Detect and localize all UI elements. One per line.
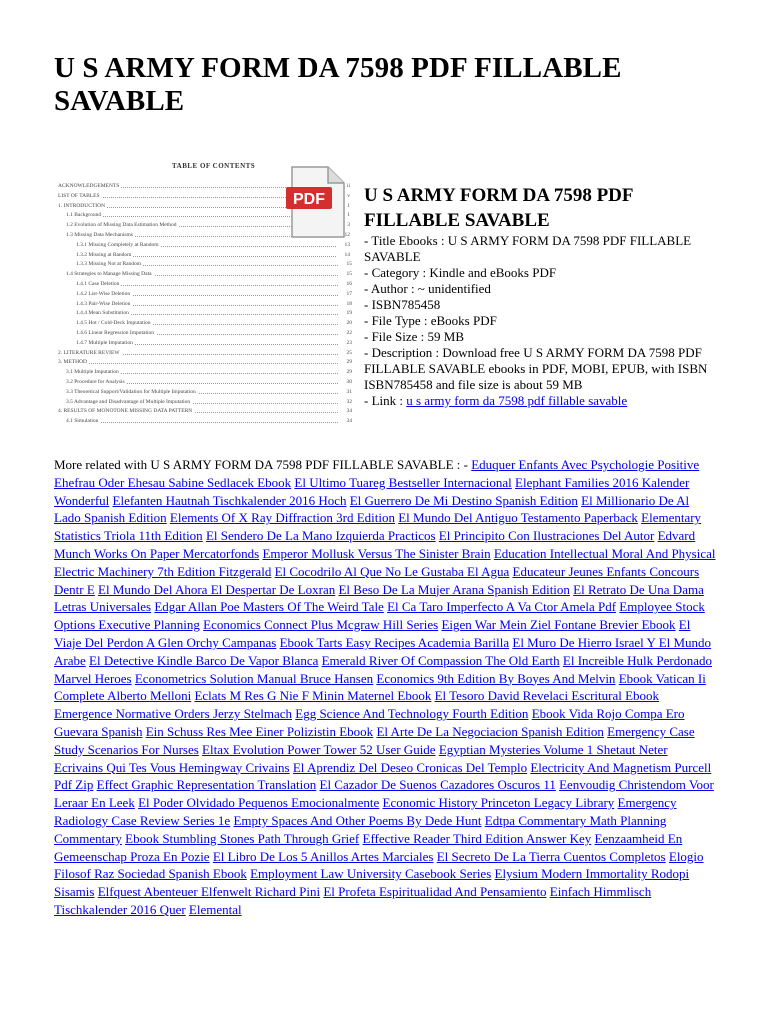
pdf-file-icon bbox=[284, 165, 348, 239]
related-link[interactable]: Ebook Vida Rojo Compa Ero Guevara Spanish bbox=[54, 706, 685, 739]
toc-entry-page: 22 bbox=[346, 330, 352, 336]
related-link[interactable]: Eenzaamheid En Gemeenschap Proza En Pozie bbox=[54, 830, 683, 864]
related-link[interactable]: Education Intellectual Moral And Physical bbox=[493, 545, 716, 561]
related-link[interactable]: El Ca Taro Imperfecto A Va Ctor Amela Pdf bbox=[387, 599, 617, 615]
toc-entry bbox=[76, 340, 352, 347]
related-intro: More related with U S ARMY FORM DA 7598 PDF FILLABLE SAVABLE : - bbox=[54, 457, 472, 472]
toc-entry-text: ACKNOWLEDGEMENTS bbox=[58, 183, 120, 189]
toc-entry-text: 1.4.1 Case Deletion bbox=[76, 281, 120, 287]
toc-entry-text: 3.5 Advantage and Disadvantage of Multiple Imputation bbox=[66, 398, 191, 405]
related-link[interactable]: Effective Reader Third Edition Answer Key bbox=[362, 830, 592, 846]
related-link[interactable]: Elephant Families 2016 Kalender Wonderful bbox=[54, 474, 690, 508]
related-link[interactable]: El Secreto De La Tierra Cuentos Completos bbox=[436, 848, 666, 864]
toc-entry-text: 3.1 Multiple Imputation bbox=[66, 369, 119, 376]
related-link[interactable]: Ecrivains Qui Tes Vous Hemingway Crivains bbox=[54, 759, 290, 775]
toc-entry bbox=[76, 252, 350, 259]
toc-entry-text: 3.2 Procedure for Analysis bbox=[66, 379, 125, 385]
related-link[interactable]: El Detective Kindle Barco De Vapor Blanca bbox=[89, 652, 319, 668]
related-link[interactable]: Employee Stock Options Executive Planning bbox=[54, 599, 705, 633]
toc-entry-page: 25 bbox=[346, 349, 352, 356]
toc-entry-page: 12 bbox=[344, 232, 350, 238]
toc-entry-text: 1.4.6 Linear Regression Imputation bbox=[76, 330, 155, 336]
toc-entry-page: 16 bbox=[346, 281, 352, 287]
related-link[interactable]: Edvard Munch Works On Paper Mercatorfonds bbox=[54, 528, 696, 561]
related-link[interactable]: El Sendero De La Mano Izquierda Practicos bbox=[205, 528, 436, 544]
toc-entry-page: 20 bbox=[346, 320, 352, 327]
toc-entry-page: 3 bbox=[347, 222, 350, 229]
book-link-prefix: - Link : bbox=[364, 393, 407, 408]
book-author-line: - Author : ~ unidentified bbox=[364, 281, 491, 296]
related-link[interactable]: Edgar Allan Poe Masters Of The Weird Tale bbox=[154, 599, 384, 615]
related-link[interactable]: El Guerrero De Mi Destino Spanish Edition bbox=[349, 492, 578, 508]
toc-entry-text: 1.4.3 Pair-Wise Deletion bbox=[76, 300, 131, 307]
related-link[interactable]: Elementary Statistics Triola 11th Edition bbox=[54, 510, 702, 544]
related-link[interactable]: El Cazador De Suenos Cazadores Oscuros 11 bbox=[319, 777, 556, 793]
related-link[interactable]: El Muro De Hierro Israel Y El Mundo Arabe bbox=[54, 634, 712, 668]
related-link[interactable]: El Beso De La Mujer Arana Spanish Edition bbox=[338, 581, 570, 597]
related-link[interactable]: El Mundo Del Antiguo Testamento Paperback bbox=[398, 510, 638, 526]
book-title-line: - Title Ebooks : U S ARMY FORM DA 7598 PDF FILLABLE SAVABLE bbox=[364, 233, 692, 264]
toc-entry-text: 1.3.1 Missing Completely at Random bbox=[76, 241, 159, 248]
related-link[interactable]: Ebook Tarts Easy Recipes Academia Barilla bbox=[279, 634, 510, 650]
toc-entry-text: 3. METHOD bbox=[58, 359, 88, 366]
toc-entry-text: 1.4.2 List-Wise Deletion bbox=[76, 290, 131, 297]
toc-entry-page: 23 bbox=[346, 339, 352, 346]
book-description-line: - Description : Download free U S ARMY FORM DA 7598 PDF FILLABLE SAVABLE ebooks in PDF, MOBI, EPUB, with ISBN ISBN785458 and file size is about 59 MB bbox=[364, 345, 708, 392]
related-link[interactable]: El Poder Olvidado Pequenos Emocionalmente bbox=[138, 795, 380, 811]
toc-heading: TABLE OF CONTENTS bbox=[172, 162, 256, 170]
related-link[interactable]: Educateur Jeunes Enfants Concours Dentr E bbox=[54, 563, 700, 597]
toc-entry bbox=[76, 310, 352, 317]
book-info bbox=[364, 183, 724, 409]
toc-entry-page: 18 bbox=[346, 300, 352, 307]
toc-entry bbox=[76, 291, 352, 298]
toc-entry-text: 1.1 Background bbox=[66, 212, 102, 219]
related-link[interactable]: Employment Law University Casebook Series bbox=[250, 866, 492, 882]
toc-entry-page: v bbox=[347, 192, 350, 199]
toc-entry-text: 2. LITERATURE REVIEW bbox=[58, 349, 120, 356]
cover-image bbox=[54, 157, 360, 433]
related-link[interactable]: Egyptian Mysteries Volume 1 Shetaut Neter bbox=[438, 741, 668, 757]
related-link[interactable]: El Retrato De Una Dama Letras Universales bbox=[54, 581, 704, 615]
related-link[interactable]: El Increible Hulk Perdonado Marvel Heroes bbox=[54, 652, 712, 686]
related-link[interactable]: Ehefrau Oder Ehesau Sabine Sedlacek Ebook bbox=[54, 474, 292, 490]
related-link[interactable]: Einfach Himmlisch Tischkalender 2016 Quer bbox=[54, 884, 652, 917]
toc-entry bbox=[76, 242, 350, 249]
related-link[interactable]: Elogio Filosof Raz Sociedad Spanish Ebook bbox=[54, 848, 704, 882]
related-link[interactable]: El Libro De Los 5 Anillos Artes Marciales bbox=[212, 848, 434, 864]
related-link[interactable]: Emergency Radiology Case Review Series 1e bbox=[54, 795, 677, 828]
toc-entry bbox=[66, 271, 352, 278]
book-heading: U S ARMY FORM DA 7598 PDF FILLABLE SAVABLE bbox=[364, 185, 633, 231]
related-link[interactable]: Emperor Mollusk Versus The Sinister Brain bbox=[262, 545, 491, 561]
toc-entry bbox=[66, 369, 352, 376]
toc-entry-page: 17 bbox=[346, 290, 352, 297]
toc-entry bbox=[76, 330, 352, 337]
related-link[interactable]: Empty Spaces And Other Poems By Dede Hunt bbox=[233, 812, 482, 828]
toc-entry-text: LIST OF TABLES bbox=[58, 192, 100, 199]
toc-entry-page: 1 bbox=[347, 202, 350, 209]
related-link[interactable]: Eclats M Res G Nie F Minin Maternel Ebook bbox=[194, 688, 432, 704]
toc-entry-text: 1.4 Strategies to Manage Missing Data bbox=[66, 271, 152, 278]
related-link[interactable]: Economics Connect Plus Mcgraw Hill Series bbox=[203, 617, 439, 633]
related-link[interactable]: Ebook Vatican Ii Complete Alberto Melloni bbox=[54, 670, 706, 704]
related-link[interactable]: Elements Of X Ray Diffraction 3rd Edition bbox=[169, 510, 395, 526]
related-link[interactable]: El Aprendiz Del Deseo Cronicas Del Templo bbox=[292, 759, 528, 775]
toc-entry-text: 4.1 Simulation bbox=[66, 418, 99, 425]
related-link[interactable]: El Viaje Del Perdon A Glen Orchy Campanas bbox=[54, 617, 691, 650]
toc-entry-page: 1 bbox=[347, 212, 350, 219]
toc-entry-text: 4. RESULTS OF MONOTONE MISSING DATA PATTERN bbox=[58, 408, 193, 415]
book-link-line bbox=[364, 393, 724, 409]
toc-entry bbox=[66, 389, 352, 396]
related-link[interactable]: Elefanten Hautnah Tischkalender 2016 Hoch bbox=[112, 492, 347, 508]
related-link[interactable]: El Arte De La Negociacion Spanish Edition bbox=[376, 723, 604, 739]
related-link[interactable]: El Tesoro David Revelaci Escritural Ebook bbox=[434, 688, 660, 704]
related-link[interactable]: Emerald River Of Compassion The Old Earth bbox=[321, 652, 560, 668]
toc-entry bbox=[76, 261, 352, 268]
toc-entry-page: 32 bbox=[346, 398, 352, 405]
page-title: U S ARMY FORM DA 7598 PDF FILLABLE SAVABLE bbox=[54, 52, 622, 117]
related-link[interactable]: Eenvoudig Christendom Voor Leraar En Leek bbox=[54, 777, 714, 811]
toc-entry-page: 30 bbox=[346, 379, 352, 385]
related-link[interactable]: Eduquer Enfants Avec Psychologie Positive bbox=[471, 457, 700, 472]
related-link[interactable]: El Millionario De Al Lado Spanish Edition bbox=[54, 492, 690, 526]
toc-entry bbox=[58, 359, 352, 366]
related-links bbox=[54, 456, 718, 919]
toc-entry-text: 1.3.3 Missing Not at Random bbox=[76, 261, 142, 268]
toc-entry-page: 13 bbox=[344, 241, 350, 248]
toc-entry bbox=[58, 408, 352, 415]
related-link[interactable]: Ein Schuss Res Mee Einer Polizistin Ebook bbox=[145, 723, 374, 739]
related-link[interactable]: Electricity And Magnetism Purcell Pdf Zip bbox=[54, 759, 712, 793]
related-link[interactable]: Eltax Evolution Power Tower 52 User Guide bbox=[202, 741, 436, 757]
toc-entry-text: 1.4.7 Multiple Imputation bbox=[76, 339, 133, 346]
book-isbn-line: - ISBN785458 bbox=[364, 297, 441, 312]
toc-entry-text: 1.4.4 Mean Substitution bbox=[76, 310, 129, 317]
related-link[interactable]: Economics 9th Edition By Boyes And Melvin bbox=[376, 670, 616, 686]
toc-entry-text: 1.3.2 Missing at Random bbox=[76, 251, 132, 258]
related-link[interactable]: El Profeta Espiritualidad And Pensamiento bbox=[323, 884, 547, 900]
related-link[interactable]: Ebook Stumbling Stones Path Through Grief bbox=[125, 830, 360, 846]
related-link[interactable]: Emergency Case Study Scenarios For Nurses bbox=[54, 723, 695, 757]
toc-entry-page: 14 bbox=[344, 251, 350, 258]
toc-entry bbox=[58, 350, 352, 357]
related-link[interactable]: Edtpa Commentary Math Planning Commentary bbox=[54, 812, 667, 846]
related-link[interactable]: El Principito Con Ilustraciones Del Autor bbox=[438, 528, 655, 544]
related-link[interactable]: Econometrics Solution Manual Bruce Hansen bbox=[134, 670, 374, 686]
related-link[interactable]: El Cocodrilo Al Que No Le Gustaba El Agua bbox=[274, 563, 510, 579]
related-link[interactable]: Elemental bbox=[188, 901, 242, 917]
related-link[interactable]: El Mundo Del Ahora El Despertar De Loxran bbox=[98, 581, 336, 597]
related-link[interactable]: Elysium Modern Immortality Rodopi Sisamis bbox=[54, 866, 690, 900]
book-filesize-line: - File Size : 59 MB bbox=[364, 329, 465, 344]
related-link[interactable]: Egg Science And Technology Fourth Edition bbox=[295, 706, 529, 722]
toc-entry-text: 1.4.5 Hot / Cold-Deck Imputation bbox=[76, 320, 151, 327]
toc-entry-page: 29 bbox=[346, 359, 352, 366]
related-link[interactable]: Eigen War Mein Ziel Fontane Brevier Ebook bbox=[441, 617, 676, 633]
toc-entry bbox=[76, 281, 352, 288]
toc-entry bbox=[76, 320, 352, 327]
toc-entry-page: 31 bbox=[346, 388, 352, 395]
pdf-icon-label: PDF bbox=[293, 191, 325, 208]
related-link[interactable]: Emergence Normative Orders Jerzy Stelmach bbox=[54, 706, 292, 722]
toc-entry bbox=[66, 379, 352, 386]
toc-entry bbox=[76, 301, 352, 308]
toc-entry-page: 29 bbox=[346, 369, 352, 376]
book-download-link[interactable]: u s army form da 7598 pdf fillable savable bbox=[406, 393, 628, 408]
toc-entry-text: 1.3 Missing Data Mechanisms bbox=[66, 232, 133, 238]
related-link[interactable]: El Ultimo Tuareg Bestseller Internacional bbox=[294, 474, 512, 490]
book-filetype-line: - File Type : eBooks PDF bbox=[364, 313, 497, 328]
toc-entry bbox=[66, 418, 352, 425]
toc-entry-page: 19 bbox=[346, 310, 352, 317]
toc-entry-text: 1.2 Evolution of Missing Data Estimation Method bbox=[66, 222, 177, 229]
toc-entry-text: 1. INTRODUCTION bbox=[58, 202, 106, 209]
toc-entry-text: 3.3 Theoretical Support/Validation for Multiple Imputation bbox=[66, 388, 196, 395]
toc-entry bbox=[66, 399, 352, 406]
related-link[interactable]: Elfquest Abenteuer Elfenwelt Richard Pini bbox=[97, 884, 321, 900]
book-category-line: - Category : Kindle and eBooks PDF bbox=[364, 265, 557, 280]
toc-entry-page: 34 bbox=[346, 408, 352, 415]
toc-entry-page: 15 bbox=[346, 271, 352, 278]
related-link[interactable]: Economic History Princeton Legacy Library bbox=[382, 795, 615, 811]
related-link[interactable]: Electric Machinery 7th Edition Fitzgerald bbox=[54, 563, 272, 579]
toc-entry-page: 34 bbox=[346, 418, 352, 425]
related-link[interactable]: Effect Graphic Representation Translation bbox=[96, 777, 317, 793]
toc-entry-page: ii bbox=[346, 183, 350, 189]
toc-entry-page: 15 bbox=[346, 261, 352, 268]
